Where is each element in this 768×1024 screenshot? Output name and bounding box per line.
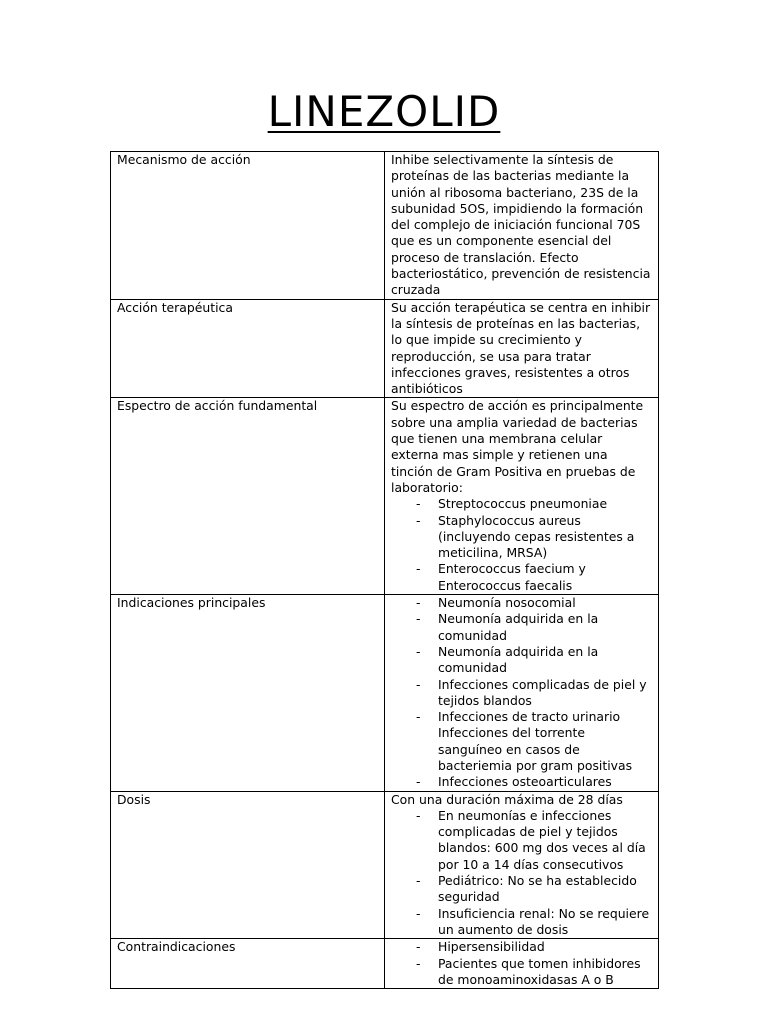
bullet-list: [391, 496, 652, 594]
row-content: [385, 939, 659, 989]
list-item: - Neumonía adquirida en la comunidad: [391, 611, 652, 644]
list-item: - Neumonía adquirida en la comunidad: [391, 644, 652, 677]
list-item: - Infecciones complicadas de piel y tejidos blandos: [391, 677, 652, 710]
row-label: Mecanismo de acción: [111, 152, 385, 300]
row-text: Su espectro de acción es principalmente sobre una amplia variedad de bacterias que tienen una membrana celular externa mas simple y retienen una tinción de Gram Positiva en pruebas de laboratorio:: [391, 398, 644, 495]
list-item: - Infecciones de tracto urinario: [391, 709, 652, 725]
list-item: - Enterococcus faecium y Enterococcus faecalis: [391, 561, 652, 594]
list-item: - En neumonías e infecciones complicadas de piel y tejidos blandos: 600 mg dos veces al día por 10 a 14 días consecutivos: [391, 808, 652, 873]
document-title: LINEZOLID: [267, 87, 501, 136]
row-text: Con una duración máxima de 28 días: [391, 791, 623, 807]
list-item: - Pacientes que tomen inhibidores de monoaminoxidasas A o B: [391, 956, 652, 989]
row-content: [385, 299, 659, 398]
row-content: [385, 595, 659, 792]
row-content: [385, 152, 659, 300]
list-item: - Infecciones osteoarticulares: [391, 774, 652, 790]
table-row-accion: [111, 299, 659, 398]
bullet-list: [391, 595, 652, 791]
row-label: Dosis: [111, 791, 385, 939]
table-row-dosis: [111, 791, 659, 939]
row-label: Contraindicaciones: [111, 939, 385, 989]
list-item: - Hipersensibilidad: [391, 939, 652, 955]
bullet-list: [391, 808, 652, 938]
row-label: Espectro de acción fundamental: [111, 398, 385, 595]
row-label: Acción terapéutica: [111, 299, 385, 398]
row-text: Inhibe selectivamente la síntesis de proteínas de las bacterias mediante la unión al ribosoma bacteriano, 23S de la subunidad 5OS, impidiendo la formación del complejo de iniciación funcional 70S que es un componente esencial del proceso de translación. Efecto bacteriostático, prevención de resistencia cruzada: [391, 152, 651, 298]
list-item: - Neumonía nosocomial: [391, 595, 652, 611]
row-content: [385, 791, 659, 939]
list-item: - Insuficiencia renal: No se requiere un aumento de dosis: [391, 906, 652, 939]
drug-info-table: [110, 151, 659, 989]
list-item: - Pediátrico: No se ha establecido seguridad: [391, 873, 652, 906]
row-label: Indicaciones principales: [111, 595, 385, 792]
row-content: [385, 398, 659, 595]
table-row-contraindicaciones: [111, 939, 659, 989]
row-text: Su acción terapéutica se centra en inhibir la síntesis de proteínas en las bacterias, lo que impide su crecimiento y reproducción, se usa para tratar infecciones graves, resistentes a otros antibióticos: [391, 299, 651, 397]
table-row-indicaciones: [111, 595, 659, 792]
table-row-mecanismo: [111, 152, 659, 300]
bullet-list: [391, 939, 652, 988]
list-item-continuation: Infecciones del torrente sanguíneo en casos de bacteriemia por gram positivas: [438, 725, 633, 773]
list-item: - Streptococcus pneumoniae: [391, 496, 652, 512]
list-item: - Staphylococcus aureus (incluyendo cepas resistentes a meticilina, MRSA): [391, 513, 652, 562]
table-row-espectro: [111, 398, 659, 595]
